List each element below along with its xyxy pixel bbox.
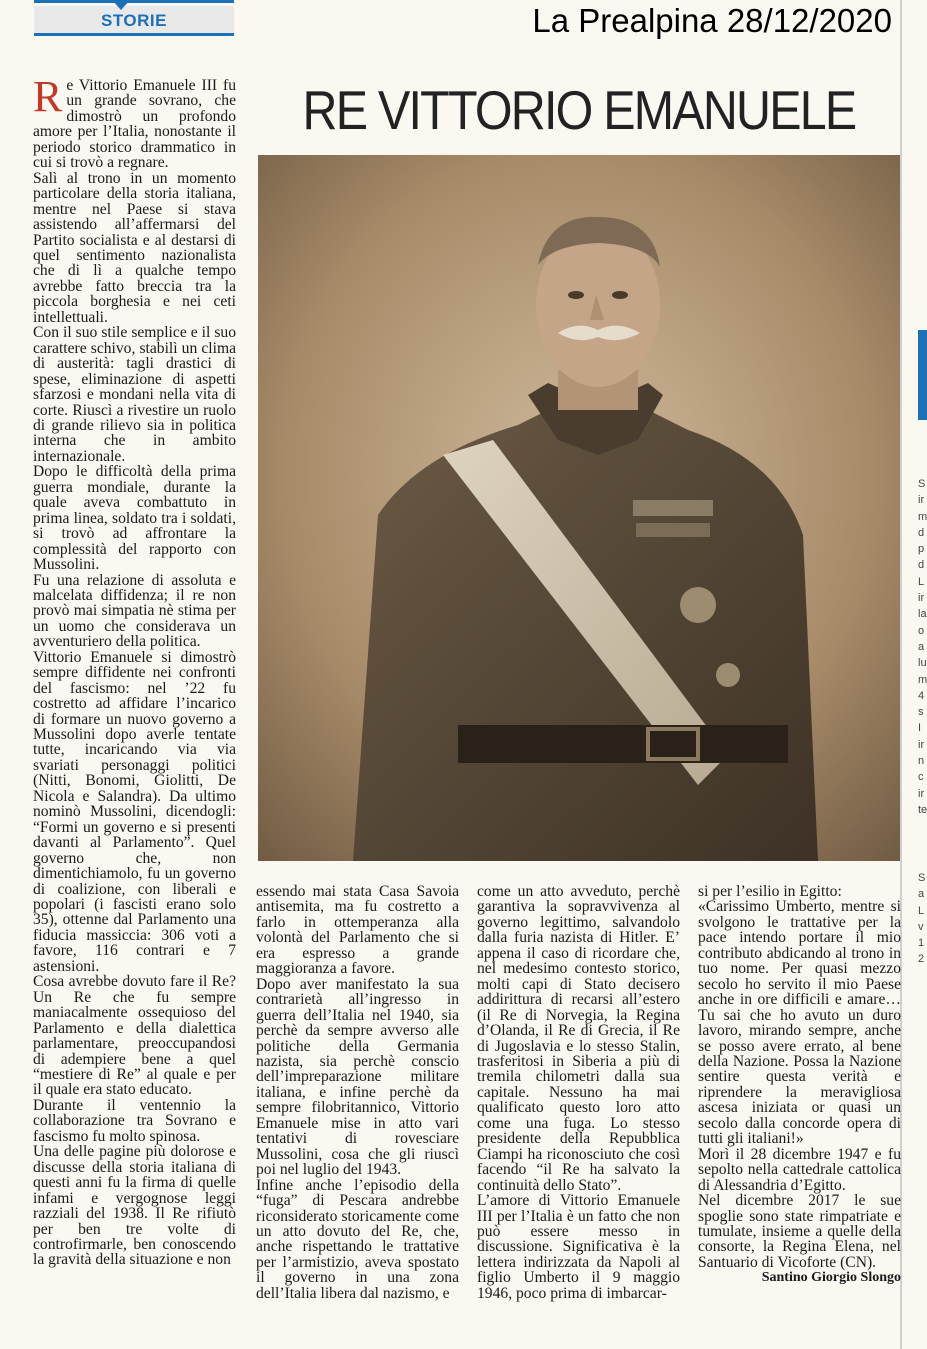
paragraph: Cosa avrebbe dovuto fare il Re? Un Re che fu sempre maniacalmente ossequioso del Parlamento e della dialettica parlamentare, preoccupandosi di adempiere bene a quel “mestiere di Re” al quale e per il quale era stato educato. bbox=[33, 973, 236, 1099]
edge-letter: la bbox=[918, 608, 927, 621]
article-column-1 bbox=[33, 72, 236, 1269]
article-column-4 bbox=[698, 884, 901, 1286]
edge-letter: d bbox=[918, 526, 925, 539]
edge-letter: c bbox=[918, 771, 924, 784]
paragraph: Dopo aver manifestato la sua contrarietà all’ingresso in guerra dell’Italia nel 1940, sia perchè da sempre avverso alle politiche della Germania nazista, sia perchè conscio dell’impreparazione militare italiana, e infine perchè da sempre filobritannico, Vittorio Emanuele mise in atto vari tentativi di rovesciare Mussolini, cosa che gli riuscì poi nel luglio del 1943. bbox=[256, 975, 459, 1179]
edge-letter: p bbox=[918, 543, 925, 556]
edge-letter: 4 bbox=[918, 689, 925, 702]
neighbour-column-fragment bbox=[918, 476, 927, 818]
paragraph: Con il suo stile semplice e il suo carattere schivo, stabilì un clima di austerità: tagli drastici di spese, eliminazione di aspetti sfarzosi e mondani nella vita di corte. Riuscì a rivestire un ruolo di grande rilievo sia in politica interna che in ambito internazionale. bbox=[33, 324, 236, 465]
rubric-top-bar bbox=[34, 0, 234, 3]
edge-letter: ir bbox=[918, 738, 925, 751]
article-column-3 bbox=[477, 884, 680, 1301]
edge-letter: v bbox=[918, 920, 924, 933]
paragraph: Infine anche l’episodio della “fuga” di Pescara andrebbe riconsiderato storicamente come un atto dovuto del Re, che, anche rispettando le trattative per l’armistizio, aveva spostato il governo in una zona dell’Italia libera dal nazismo, e bbox=[256, 1176, 459, 1302]
edge-letter: S bbox=[918, 872, 926, 884]
edge-letter: d bbox=[918, 559, 925, 572]
paragraph: Fu una relazione di assoluta e malcelata diffidenza; il re non provò mai simpatia nè stima per un uomo che considerava un avventuriero della politica. bbox=[33, 571, 236, 651]
paragraph: come un atto avveduto, perchè garantiva la sopravvivenza al governo legittimo, salvandolo dalla furia nazista di Hitler. E’ appena il caso di ricordare che, nel medesimo contesto storico, molti capi di Stato decisero addirittura di recarsi all’estero (il Re di Norvegia, la Regina d’Olanda, il Re di Grecia, il Re di Jugoslavia e lo stesso Stalin, trasferitosi in Siberia a più di tremila chilometri dalla sua capitale. Nessuno ha mai qualificato questo loro atto come una fuga. Lo stesso presidente della Repubblica Ciampi ha riconosciuto che così facendo “il Re ha salvato la continuità dello Stato”. bbox=[477, 883, 680, 1194]
edge-letter: S bbox=[918, 478, 926, 490]
edge-letter: lu bbox=[918, 657, 927, 670]
paragraph: Salì al trono in un momento particolare della storia italiana, mentre nel Paese si stava assistendo all’affermarsi del Partito socialista e al destarsi di quel sentimento nazionalista che di lì a qualche tempo avrebbe fatto breccia tra la piccola borghesia e nei ceti intellettuali. bbox=[33, 169, 236, 326]
article-column-2 bbox=[256, 884, 459, 1301]
edge-letter: L bbox=[918, 904, 925, 917]
edge-letter: n bbox=[918, 755, 925, 768]
paragraph: Morì il 28 dicembre 1947 e fu sepolto nella cattedrale cattolica di Alessandria d’Egitto. bbox=[698, 1145, 901, 1194]
paragraph: Vittorio Emanuele si dimostrò sempre diffidente nei confronti del fascismo: nel ’22 fu costretto ad affidare l’incarico di formare un nuovo governo a Mussolini dopo averle tentate tutte, incaricando via via svariati personaggi politici (Nitti, Bonomi, Giolitti, De Nicola e Salandra). Da ultimo nominò Mussolini, dicendogli: “Formi un governo e si presenti davanti al Parlamento”. Quel governo che, non dimentichiamolo, fu un governo di coalizione, con liberali e popolari (i fascisti erano solo 35), ottenne dal Parlamento una fiducia massiccia: 306 voti a favore, 116 contrari e 7 astensioni. bbox=[33, 648, 236, 975]
paragraph: «Carissimo Umberto, mentre si svolgono le trattative per la pace intendo portare il mio contributo abdicando al trono in tuo nome. Per quasi mezzo secolo ho servito il mio Paese anche in ore difficili e amare… Tu sai che ho avuto un duro lavoro, mirando sempre, anche se posso avere errato, al bene della Nazione. Possa la Nazione sentire questa verità e riprendere la meravigliosa ascesa iniziata or quasi un secolo dalla concorde opera di tutti gli italiani!» bbox=[698, 898, 901, 1148]
paragraph: Nel dicembre 2017 le sue spoglie sono state rimpatriate e tumulate, insieme a quelle della consorte, la Regina Elena, nel Santuario di Vicoforte (CN). bbox=[698, 1192, 901, 1271]
portrait-photo bbox=[258, 155, 900, 861]
paragraph: Una delle pagine più dolorose e discusse della storia italiana di questi anni fu la firma di quelle infami e vergognose leggi razziali del 1938. Il Re rifiutò per ben tre volte di controfirmarle, ben conoscendo la gravità della situazione e non bbox=[33, 1143, 236, 1269]
paragraph: si per l’esilio in Egitto: bbox=[698, 883, 842, 900]
paragraph: essendo mai stata Casa Savoia antisemita, ma fu costretto a farlo in ottemperanza alla volontà del Parlamento che si era espresso a grande maggioranza a favore. bbox=[256, 883, 459, 978]
edge-letter: 1 bbox=[918, 937, 925, 950]
edge-letter: a bbox=[918, 640, 925, 653]
edge-letter: ir bbox=[918, 592, 925, 605]
paragraph: L’amore di Vittorio Emanuele III per l’Italia è un fatto che non può essere messo in discussione. Significativa è la lettera indirizzata da Napoli al figlio Umberto il 9 maggio 1946, poco prima di imbarcar- bbox=[477, 1192, 680, 1302]
edge-letter: a bbox=[918, 888, 925, 901]
rubric-label: STORIE bbox=[101, 11, 167, 30]
edge-letter: I bbox=[918, 722, 922, 735]
edge-letter: m bbox=[918, 673, 927, 686]
paragraph: Dopo le difficoltà della prima guerra mondiale, durante la quale aveva combattuto in prima linea, soldato tra i soldati, si trovò ad affrontare la complessità del rapporto con Mussolini. bbox=[33, 463, 236, 574]
neighbour-blue-block bbox=[918, 330, 927, 420]
edge-letter: ir bbox=[918, 494, 925, 507]
article-title: RE VITTORIO EMANUELE bbox=[302, 79, 856, 141]
edge-letter: L bbox=[918, 575, 925, 588]
edge-letter: s bbox=[918, 706, 924, 719]
paragraph: Durante il ventennio la collaborazione tra Sovrano e fascismo fu molto spinosa. bbox=[33, 1096, 236, 1145]
lead-paragraph: Re Vittorio Emanuele III fu un grande sovrano, che dimostrò un profondo amore per l’Italia, nonostante il periodo storico drammatico in cui si trovò a regnare. bbox=[33, 72, 236, 172]
edge-letter: 2 bbox=[918, 953, 925, 966]
edge-letter: te bbox=[918, 803, 927, 816]
edge-letter: o bbox=[918, 624, 925, 637]
edge-letter: m bbox=[918, 510, 927, 523]
neighbour-column-fragment-2 bbox=[918, 870, 927, 968]
author-signature: Santino Giorgio Slongo bbox=[761, 1270, 901, 1286]
edge-letter: ir bbox=[918, 787, 925, 800]
masthead: La Prealpina 28/12/2020 bbox=[532, 2, 892, 39]
rubric-arrow-icon bbox=[112, 0, 130, 10]
drop-cap: R bbox=[33, 72, 63, 121]
